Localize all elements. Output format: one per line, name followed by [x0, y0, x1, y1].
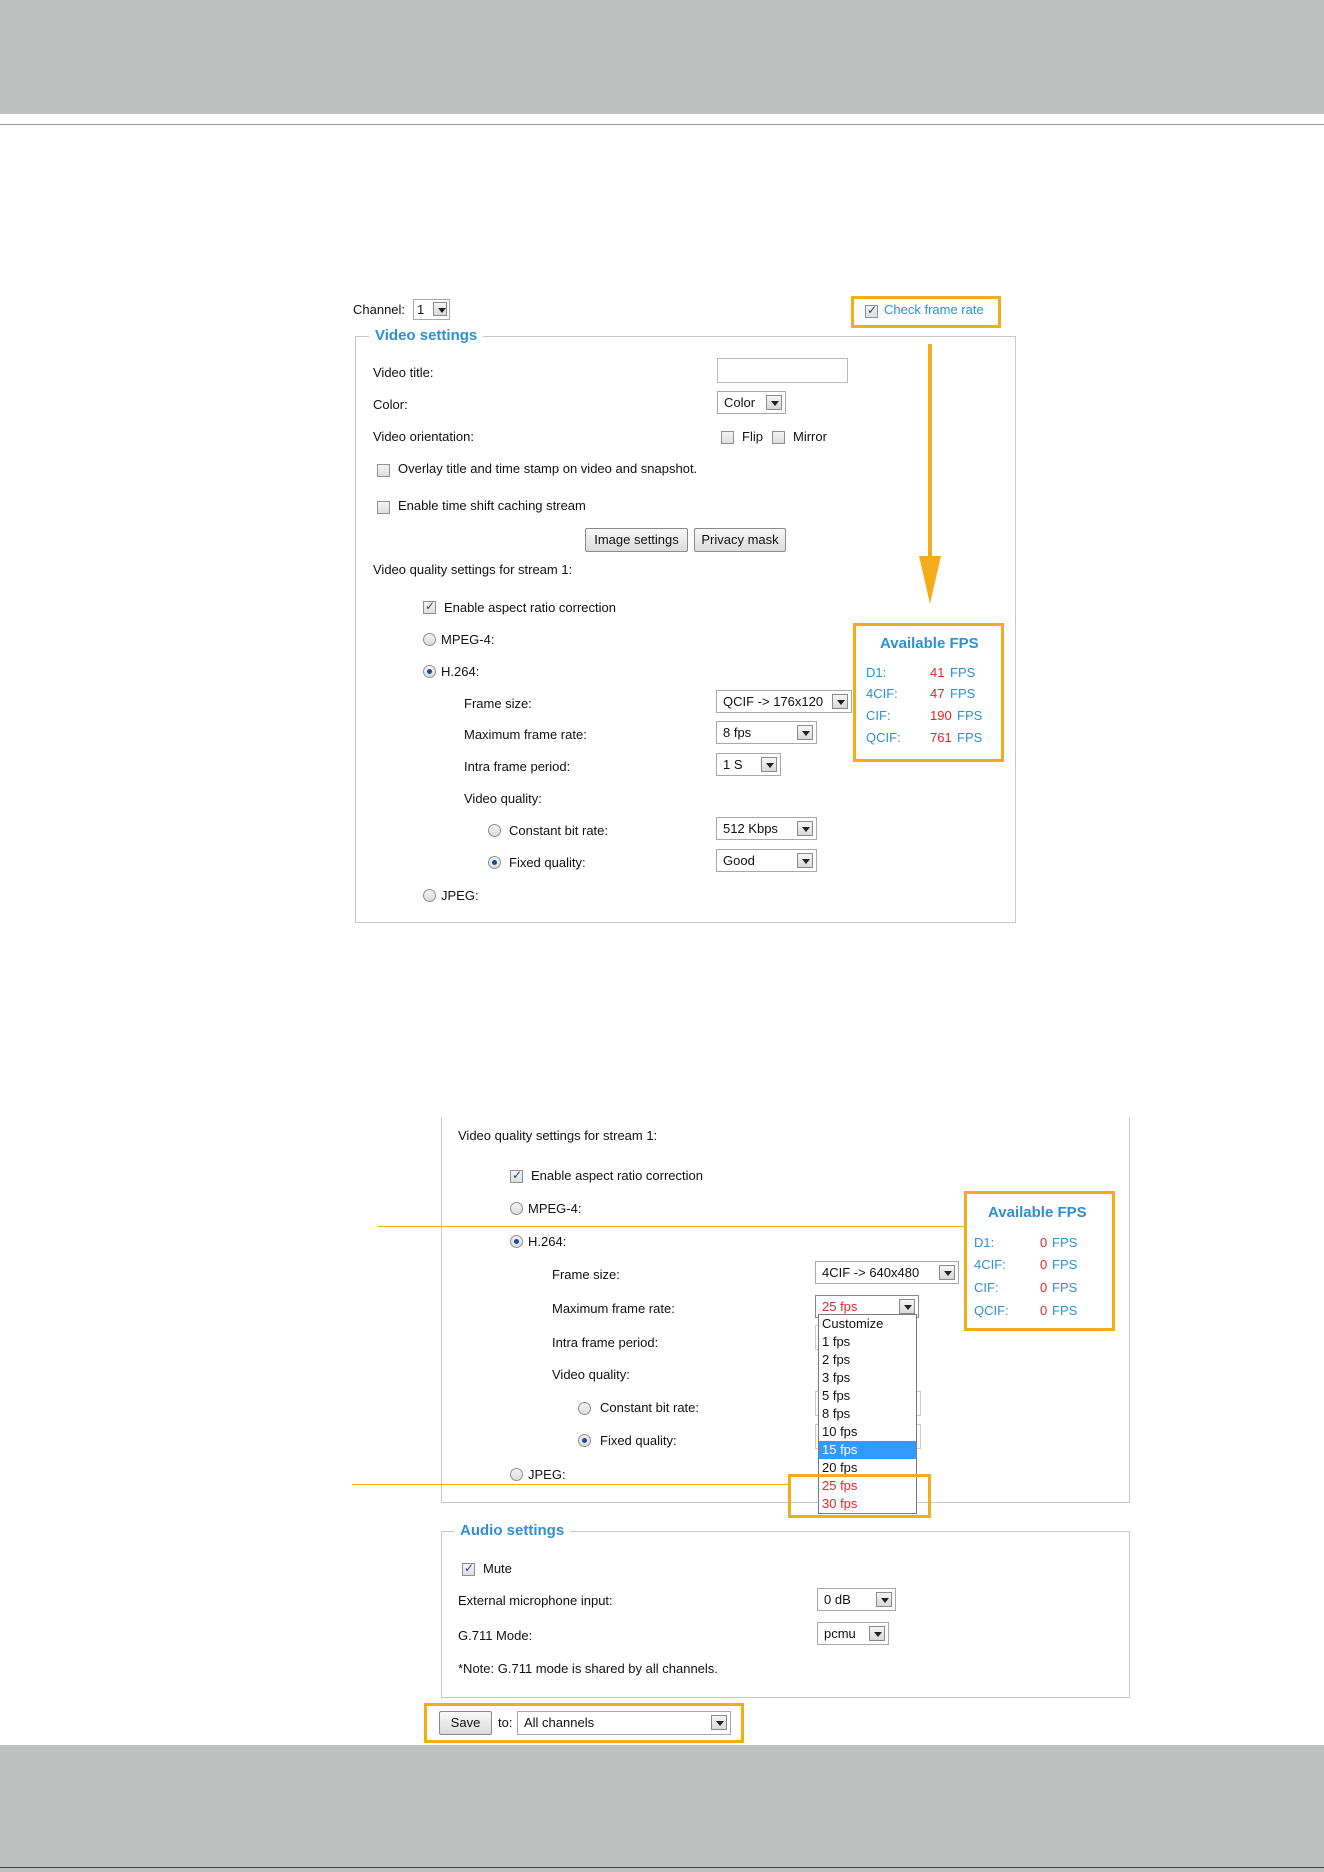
ext-mic-select[interactable] — [817, 1588, 896, 1611]
color-select[interactable] — [717, 391, 786, 414]
fps-label-cif-2: CIF: — [974, 1280, 999, 1295]
chevron-down-icon — [766, 395, 782, 410]
chevron-down-icon — [876, 1592, 892, 1607]
fps-value-4cif-2: 0 — [1040, 1257, 1048, 1272]
fps-unit-qcif-2: FPS — [1052, 1303, 1078, 1318]
jpeg-radio[interactable] — [423, 889, 436, 902]
fps-unit-4cif: FPS — [950, 686, 976, 701]
intra-frame-value: 1 S — [723, 757, 743, 772]
g711-select[interactable] — [817, 1622, 889, 1645]
cbr-value: 512 Kbps — [723, 821, 778, 836]
frame-size-value-2: 4CIF -> 640x480 — [822, 1265, 920, 1280]
cbr-select[interactable] — [716, 817, 817, 840]
fps-label-cif: CIF: — [866, 708, 891, 723]
aspect-ratio-label-2: Enable aspect ratio correction — [531, 1168, 703, 1183]
high-fps-highlight — [788, 1474, 931, 1518]
h264-radio[interactable] — [423, 665, 436, 678]
g711-note: *Note: G.711 mode is shared by all channels. — [458, 1661, 718, 1676]
fps-label-qcif-2: QCIF: — [974, 1303, 1009, 1318]
dropdown-option[interactable]: 10 fps — [822, 1424, 858, 1439]
mute-checkbox[interactable] — [462, 1563, 475, 1576]
mirror-label: Mirror — [793, 429, 827, 444]
dropdown-option[interactable]: 15 fps — [819, 1441, 916, 1459]
fps-value-cif-2: 0 — [1040, 1280, 1048, 1295]
dropdown-option[interactable]: 25 fps — [822, 1478, 858, 1493]
intra-frame-label-2: Intra frame period: — [552, 1335, 659, 1350]
orientation-label: Video orientation: — [373, 429, 474, 444]
chevron-down-icon — [899, 1299, 915, 1314]
image-settings-button[interactable]: Image settings — [585, 528, 688, 552]
fps-value-cif: 190 — [930, 708, 952, 723]
fps-value-d1: 41 — [930, 665, 945, 680]
mpeg4-radio-2[interactable] — [510, 1202, 523, 1215]
dropdown-option[interactable]: 3 fps — [822, 1370, 851, 1385]
dropdown-option[interactable]: 30 fps — [822, 1496, 858, 1511]
available-fps-title-2: Available FPS — [988, 1204, 1087, 1221]
fixed-quality-label-2: Fixed quality: — [600, 1433, 677, 1448]
quality-heading: Video quality settings for stream 1: — [373, 562, 573, 577]
fps-unit-d1-2: FPS — [1052, 1235, 1078, 1250]
fieldset-right-edge — [1129, 1118, 1130, 1503]
footer-band — [0, 1745, 1324, 1872]
fps-label-d1-2: D1: — [974, 1235, 995, 1250]
check-frame-rate-checkbox[interactable] — [865, 305, 878, 318]
fixed-quality-radio[interactable] — [488, 856, 501, 869]
dropdown-option[interactable]: 8 fps — [822, 1406, 851, 1421]
chevron-down-icon — [797, 853, 813, 868]
color-select-value: Color — [724, 395, 756, 410]
chevron-down-icon — [433, 302, 447, 316]
video-title-label: Video title: — [373, 365, 434, 380]
fieldset-bottom-edge — [441, 1502, 1130, 1503]
h264-label-2: H.264: — [528, 1234, 567, 1249]
fps-unit-qcif: FPS — [957, 730, 983, 745]
jpeg-label-2: JPEG: — [528, 1467, 566, 1482]
chevron-down-icon — [939, 1265, 955, 1280]
max-frame-rate-label-2: Maximum frame rate: — [552, 1301, 675, 1316]
chevron-down-icon — [869, 1626, 885, 1641]
video-quality-label-2: Video quality: — [552, 1367, 630, 1382]
color-label: Color: — [373, 397, 408, 412]
cbr-radio-2[interactable] — [578, 1402, 591, 1415]
flip-checkbox[interactable] — [721, 431, 734, 444]
dropdown-option[interactable]: 5 fps — [822, 1388, 851, 1403]
fps-unit-cif: FPS — [957, 708, 983, 723]
chevron-down-icon — [711, 1715, 727, 1730]
fps-label-4cif: 4CIF: — [866, 686, 898, 701]
fps-unit-cif-2: FPS — [1052, 1280, 1078, 1295]
fps-label-d1: D1: — [866, 665, 887, 680]
fieldset-left-edge — [441, 1118, 442, 1503]
audio-settings-legend: Audio settings — [454, 1522, 570, 1540]
save-button[interactable]: Save — [439, 1711, 492, 1735]
intra-frame-label: Intra frame period: — [464, 759, 571, 774]
mirror-checkbox[interactable] — [772, 431, 785, 444]
video-settings-legend: Video settings — [369, 327, 483, 345]
fps-label-4cif-2: 4CIF: — [974, 1257, 1006, 1272]
dropdown-option[interactable]: 20 fps — [822, 1460, 858, 1475]
save-target-value: All channels — [524, 1715, 595, 1730]
dropdown-option[interactable]: 1 fps — [822, 1334, 851, 1349]
channel-select[interactable] — [413, 299, 450, 320]
footer-rule — [0, 1867, 1324, 1868]
overlay-checkbox[interactable] — [377, 464, 390, 477]
max-frame-rate-value-2: 25 fps — [822, 1299, 858, 1314]
max-frame-rate-select[interactable] — [716, 721, 817, 744]
fps-unit-4cif-2: FPS — [1052, 1257, 1078, 1272]
cbr-label-2: Constant bit rate: — [600, 1400, 699, 1415]
fps-label-qcif: QCIF: — [866, 730, 901, 745]
ext-mic-value: 0 dB — [824, 1592, 851, 1607]
jpeg-label: JPEG: — [441, 888, 479, 903]
frame-size-select-2[interactable] — [815, 1261, 959, 1284]
cbr-label: Constant bit rate: — [509, 823, 608, 838]
chevron-down-icon — [761, 757, 777, 772]
frame-size-label: Frame size: — [464, 696, 532, 711]
video-quality-label: Video quality: — [464, 791, 542, 806]
save-target-select[interactable] — [517, 1711, 731, 1735]
fps-value-d1-2: 0 — [1040, 1235, 1048, 1250]
dropdown-option[interactable]: Customize — [822, 1316, 884, 1331]
fixed-quality-value: Good — [723, 853, 755, 868]
chevron-down-icon — [797, 821, 813, 836]
frame-size-select[interactable] — [716, 690, 852, 713]
fps-value-4cif: 47 — [930, 686, 945, 701]
mpeg4-label-2: MPEG-4: — [528, 1201, 582, 1216]
header-rule — [0, 124, 1324, 125]
check-frame-rate-label: Check frame rate — [884, 302, 984, 317]
mpeg4-label: MPEG-4: — [441, 632, 495, 647]
fixed-quality-label: Fixed quality: — [509, 855, 586, 870]
fps-unit-d1: FPS — [950, 665, 976, 680]
time-shift-label: Enable time shift caching stream — [398, 498, 586, 513]
mute-label: Mute — [483, 1561, 512, 1576]
max-frame-rate-label: Maximum frame rate: — [464, 727, 587, 742]
jpeg-callout-line — [352, 1484, 790, 1485]
header-band — [0, 0, 1324, 114]
g711-label: G.711 Mode: — [458, 1628, 533, 1643]
aspect-ratio-checkbox-2[interactable] — [510, 1170, 523, 1183]
ext-mic-label: External microphone input: — [458, 1593, 613, 1608]
channel-select-value: 1 — [417, 302, 425, 317]
jpeg-radio-2[interactable] — [510, 1468, 523, 1481]
h264-label: H.264: — [441, 664, 480, 679]
fps-value-qcif: 761 — [930, 730, 952, 745]
privacy-mask-button[interactable]: Privacy mask — [694, 528, 786, 552]
fixed-quality-radio-2[interactable] — [578, 1434, 591, 1447]
available-fps-title: Available FPS — [880, 635, 979, 652]
mpeg4-radio[interactable] — [423, 633, 436, 646]
fps-value-qcif-2: 0 — [1040, 1303, 1048, 1318]
frame-size-value: QCIF -> 176x120 — [723, 694, 824, 709]
g711-value: pcmu — [824, 1626, 856, 1641]
cbr-radio[interactable] — [488, 824, 501, 837]
time-shift-checkbox[interactable] — [377, 501, 390, 514]
aspect-ratio-checkbox[interactable] — [423, 601, 436, 614]
flip-label: Flip — [742, 429, 763, 444]
overlay-label: Overlay title and time stamp on video and snapshot. — [398, 461, 698, 476]
quality-heading-2: Video quality settings for stream 1: — [458, 1128, 658, 1143]
video-title-input[interactable] — [717, 358, 848, 383]
frame-size-label-2: Frame size: — [552, 1267, 620, 1282]
aspect-ratio-label: Enable aspect ratio correction — [444, 600, 616, 615]
chevron-down-icon — [832, 694, 848, 709]
max-frame-rate-value: 8 fps — [723, 725, 752, 740]
channel-label: Channel: — [353, 302, 406, 317]
intra-frame-select[interactable] — [716, 753, 781, 776]
h264-callout-line — [378, 1226, 964, 1227]
fixed-quality-select[interactable] — [716, 849, 817, 872]
dropdown-option[interactable]: 2 fps — [822, 1352, 851, 1367]
save-to-label: to: — [498, 1715, 513, 1730]
h264-radio-2[interactable] — [510, 1235, 523, 1248]
chevron-down-icon — [797, 725, 813, 740]
